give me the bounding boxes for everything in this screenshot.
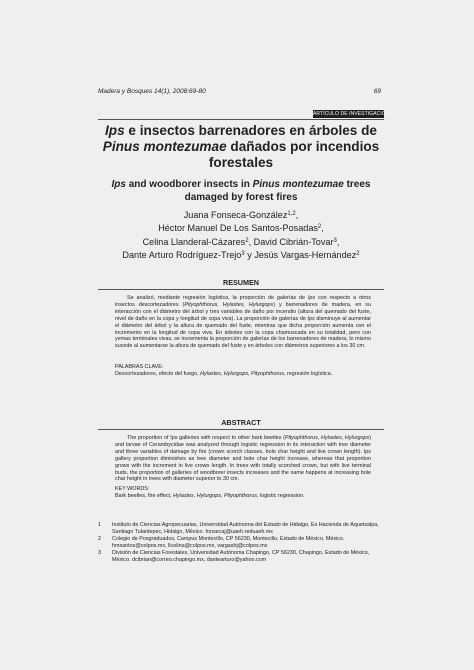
author-name: Dante Arturo Rodríguez-Trejo	[122, 250, 242, 261]
author-affiliation: 2	[317, 224, 322, 231]
footnote-text: División de Ciencias Forestales, Universidad Autónoma Chapingo, CP 56230, Chapingo, Estado de México, México. dcibrian@correo.chapingo.mx, dantearturo@yahoo.com	[112, 549, 370, 563]
title-english	[98, 179, 384, 205]
title-en-part1: and woodborer insects in	[125, 179, 253, 190]
page-number: 69	[373, 88, 381, 95]
title-en-part2: trees damaged by forest fires	[184, 179, 371, 203]
author-name: Jesús Vargas-Hernández	[254, 250, 357, 261]
palabras-clave-list	[115, 371, 371, 378]
title-es-species: Pinus montezumae	[102, 139, 227, 154]
author-separator: ,	[295, 210, 299, 220]
header-rule	[98, 119, 384, 120]
footnote-text: Colegio de Posgraduados, Campus Montecillo, CP 56230, Montecillo, Estado de México, México. hmsantos@colpos.mx, llcelina@colpos.mx, vargashj@colpos.mx	[112, 535, 345, 549]
palabras-clave-text: Descortezadores, efecto del fuego,	[115, 370, 201, 377]
abstract-paragraph	[115, 435, 371, 483]
resumen-text: Se analizó, mediante regresión logística, la proporción de galerías de	[127, 295, 308, 301]
resumen-text: ) y barrenadores de madera, en su interacción con el diámetro del árbol y tres variables de daño por incendio (altura del quemado del fuste, nivel de daño en la copa y longitud de copa viva). La proporción de galerías de	[115, 301, 371, 322]
title-spanish	[98, 123, 384, 171]
key-words-text: Bark beetles, fire effect,	[115, 492, 174, 499]
palabras-clave-text: regresión logística.	[285, 370, 333, 377]
key-words	[115, 486, 371, 500]
resumen-text: disminuye al aumentar el diámetro del árbol y la altura de quemado del fuste, mientras que dicha proporción aumenta con el incremento en la longitud de copa viva. En árboles con la copa chamuscada en su totalidad, pero con yemas terminales vivas, se incrementa la proporción de galerías de los barrenadores de madera, lo mismo sucede al aumentarse la altura de quemado del fuste y en árboles con diámetros superiores a los 30 cm.	[115, 315, 371, 350]
footnote	[98, 522, 386, 536]
author-separator: ,	[321, 223, 324, 234]
footnote	[98, 550, 386, 564]
author-affiliation: 1,2	[287, 211, 296, 217]
resumen-rule	[98, 289, 384, 290]
author-name: Juana Fonseca-González	[183, 210, 288, 220]
key-words-italic: Hylastes, Hylurgops, Pityophthorus,	[173, 492, 259, 499]
footnote-text: Instituto de Ciencias Agropecuarias, Universidad Autónoma del Estado de Hidalgo, Ex Hacienda de Aquetzalpa, Santiago Tulantepec, Hidalgo, México. fonsecaj@uaeh.reduaeh.mx	[112, 522, 379, 535]
abstract-text: The proportion of Ips galleries with respect to other bark beetles (	[127, 435, 285, 441]
author-affiliation: 2	[356, 251, 360, 258]
author-name: Celina Llanderal-Cázares	[142, 236, 246, 247]
resumen-italic: Ips	[307, 315, 315, 322]
key-words-label: KEY WORDS:	[115, 486, 150, 492]
palabras-clave	[115, 364, 371, 378]
author-name: Héctor Manuel De Los Santos-Posadas	[158, 223, 318, 234]
palabras-clave-label: PALABRAS CLAVE:	[115, 364, 164, 370]
abstract-italic: Pityophthorus, Hylastes, Hylurgops	[284, 435, 370, 441]
footnote-number: 3	[98, 549, 101, 556]
author-affiliation: 3	[333, 237, 337, 244]
footnote-number: 1	[98, 522, 101, 528]
footnote	[98, 536, 386, 550]
footnote-number: 2	[98, 535, 101, 542]
resumen-text: con respecto a otros insectos descortezadores (	[115, 295, 371, 308]
abstract-heading: ABSTRACT	[221, 418, 261, 427]
author-separator: ,	[248, 236, 254, 247]
author-list	[98, 209, 384, 263]
section-label: ARTÍCULO DE INVESTIGACIÓN	[313, 111, 390, 117]
title-es-part1: e insectos barrenadores en árboles de	[124, 123, 377, 138]
palabras-clave-italic: Hylastes, Hylurgops, Pityophthorus,	[200, 370, 286, 377]
resumen-heading: RESUMEN	[223, 278, 259, 287]
resumen-paragraph	[115, 295, 371, 350]
author-separator: ,	[336, 236, 340, 247]
abstract-text: ) and larvae of Cerambycidae was analyzed through logistic regression in its interaction with tree diameter and three variables of damage by fire (crown scorch classes, bole char height and live crown length). Ips gallery proportion diminishes as tree diameter and bole char height increase, whereas that proportion grows with the increment in live crown length. In trees with totally scorched crown, but with live terminal buds, the proportion of galleries of woodborer insects increases and the same happens at increasing bole char height in trees with diameter superior to 30 cm.	[115, 435, 371, 483]
author-affiliation: 3	[241, 251, 245, 258]
key-words-text: logistic regression.	[258, 492, 305, 499]
title-en-species: Pinus montezumae	[252, 179, 344, 190]
running-header-journal: Madera y Bosques 14(1), 2008:69-80	[98, 88, 206, 95]
title-en-genus: Ips	[111, 179, 126, 190]
author-separator: y	[244, 250, 255, 261]
footnotes	[98, 522, 386, 563]
abstract-rule	[98, 429, 384, 430]
title-es-genus: Ips	[105, 123, 125, 138]
key-words-list	[115, 493, 371, 500]
title-es-part2: dañados por incendios forestales	[208, 139, 380, 170]
resumen-italic: Ips	[307, 295, 316, 301]
author-affiliation: 2	[245, 237, 249, 244]
author-name: David Cibrián-Tovar	[253, 236, 334, 247]
resumen-italic: Pityophthorus, Hylastes, Hylurgops	[184, 301, 274, 308]
